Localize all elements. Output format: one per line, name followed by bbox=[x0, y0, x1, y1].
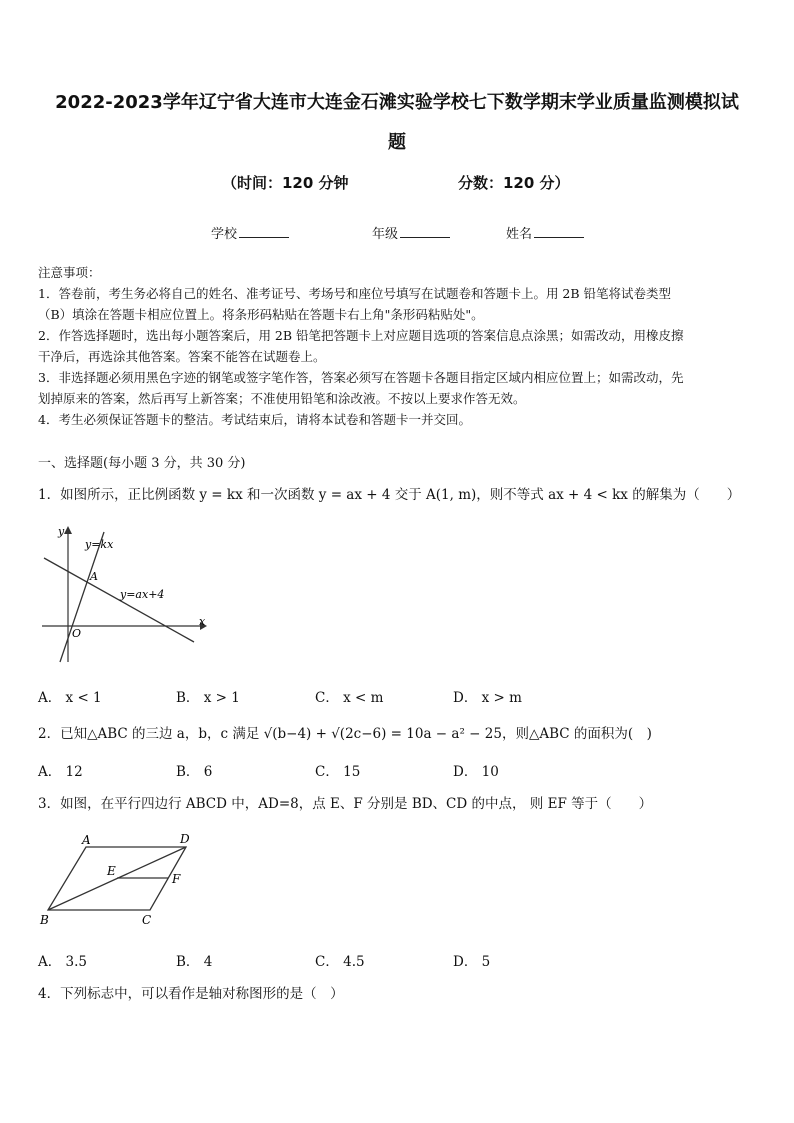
note-line: 1．答卷前，考生务必将自己的姓名、准考证号、考场号和座位号填写在试题卷和答题卡上。用 2B 铅笔将试卷类型 bbox=[38, 286, 672, 301]
x-axis-label: x bbox=[199, 615, 206, 628]
name-field bbox=[506, 223, 584, 242]
question-4-text: 4．下列标志中，可以看作是轴对称图形的是（ ） bbox=[38, 986, 344, 1002]
section-heading: 一、选择题(每小题 3 分，共 30 分) bbox=[38, 456, 246, 471]
option-b[interactable]: B． x > 1 bbox=[176, 690, 240, 706]
line-kx-label: y=kx bbox=[85, 538, 114, 551]
line-ax4 bbox=[44, 558, 194, 642]
note-line: 划掉原来的答案，然后再写上新答案；不准使用铅笔和涂改液。不按以上要求作答无效。 bbox=[38, 391, 526, 406]
origin-label: O bbox=[72, 627, 82, 640]
exam-notes bbox=[38, 262, 758, 430]
point-a-label: A bbox=[90, 570, 98, 583]
page-title: 2022-2023学年辽宁省大连市大连金石滩实验学校七下数学期末学业质量监测模拟试 bbox=[55, 92, 739, 113]
y-axis-label: y bbox=[58, 525, 65, 538]
option-a[interactable]: A． x < 1 bbox=[38, 690, 102, 706]
vertex-d-label: D bbox=[180, 832, 190, 846]
question-3-text: 3．如图，在平行四边行 ABCD 中，AD=8，点 E、F 分别是 BD、CD 的中点， 则 EF 等于（ ） bbox=[38, 796, 653, 812]
y-axis-arrow bbox=[64, 526, 72, 534]
option-a[interactable]: A． 3.5 bbox=[38, 954, 88, 970]
school-blank[interactable] bbox=[239, 225, 289, 238]
question-2-text: 2．已知△ABC 的三边 a，b，c 满足 √(b−4) + √(2c−6) = 10a − a² − 25，则△ABC 的面积为( ) bbox=[38, 726, 652, 742]
option-c[interactable]: C． 15 bbox=[315, 764, 361, 780]
vertex-a-label: A bbox=[82, 833, 91, 847]
note-line: 4．考生必须保证答题卡的整洁。考试结束后，请将本试卷和答题卡一并交回。 bbox=[38, 412, 471, 427]
line-kx bbox=[60, 532, 104, 662]
grade-label: 年级 bbox=[372, 227, 399, 242]
notes-heading: 注意事项： bbox=[38, 265, 101, 280]
option-d[interactable]: D． x > m bbox=[453, 690, 522, 706]
option-b[interactable]: B． 4 bbox=[176, 954, 213, 970]
name-blank[interactable] bbox=[534, 225, 584, 238]
note-line: （B）填涂在答题卡相应位置上。将条形码粘贴在答题卡右上角"条形码粘贴处"。 bbox=[38, 307, 484, 322]
name-label: 姓名 bbox=[506, 227, 533, 242]
option-d[interactable]: D． 10 bbox=[453, 764, 499, 780]
point-e-label: E bbox=[107, 864, 116, 878]
note-line: 2．作答选择题时，选出每小题答案后，用 2B 铅笔把答题卡上对应题目选项的答案信息点涂黑；如需改动，用橡皮擦 bbox=[38, 328, 684, 343]
option-b[interactable]: B． 6 bbox=[176, 764, 213, 780]
line-ax4-label: y=ax+4 bbox=[120, 588, 165, 601]
grade-blank[interactable] bbox=[400, 225, 450, 238]
option-a[interactable]: A． 12 bbox=[38, 764, 83, 780]
school-label: 学校 bbox=[211, 227, 238, 242]
vertex-c-label: C bbox=[142, 913, 152, 927]
question-1-graph bbox=[38, 522, 208, 664]
page-title-continued: 题 bbox=[388, 132, 406, 153]
option-c[interactable]: C． x < m bbox=[315, 690, 384, 706]
note-line: 干净后，再选涂其他答案。答案不能答在试题卷上。 bbox=[38, 349, 326, 364]
exam-score: 分数：120 分） bbox=[458, 174, 570, 192]
vertex-b-label: B bbox=[40, 913, 49, 927]
exam-time: （时间：120 分钟 bbox=[222, 174, 349, 192]
point-f-label: F bbox=[172, 872, 181, 886]
school-field bbox=[211, 223, 289, 242]
note-line: 3．非选择题必须用黑色字迹的钢笔或签字笔作答，答案必须写在答题卡各题目指定区域内相应位置上；如需改动，先 bbox=[38, 370, 684, 385]
option-c[interactable]: C． 4.5 bbox=[315, 954, 365, 970]
question-3-parallelogram bbox=[36, 830, 206, 930]
question-1-text: 1．如图所示，正比例函数 y = kx 和一次函数 y = ax + 4 交于 A(1, m)，则不等式 ax + 4 < kx 的解集为（ ） bbox=[38, 487, 741, 503]
grade-field bbox=[372, 223, 450, 242]
option-d[interactable]: D． 5 bbox=[453, 954, 491, 970]
